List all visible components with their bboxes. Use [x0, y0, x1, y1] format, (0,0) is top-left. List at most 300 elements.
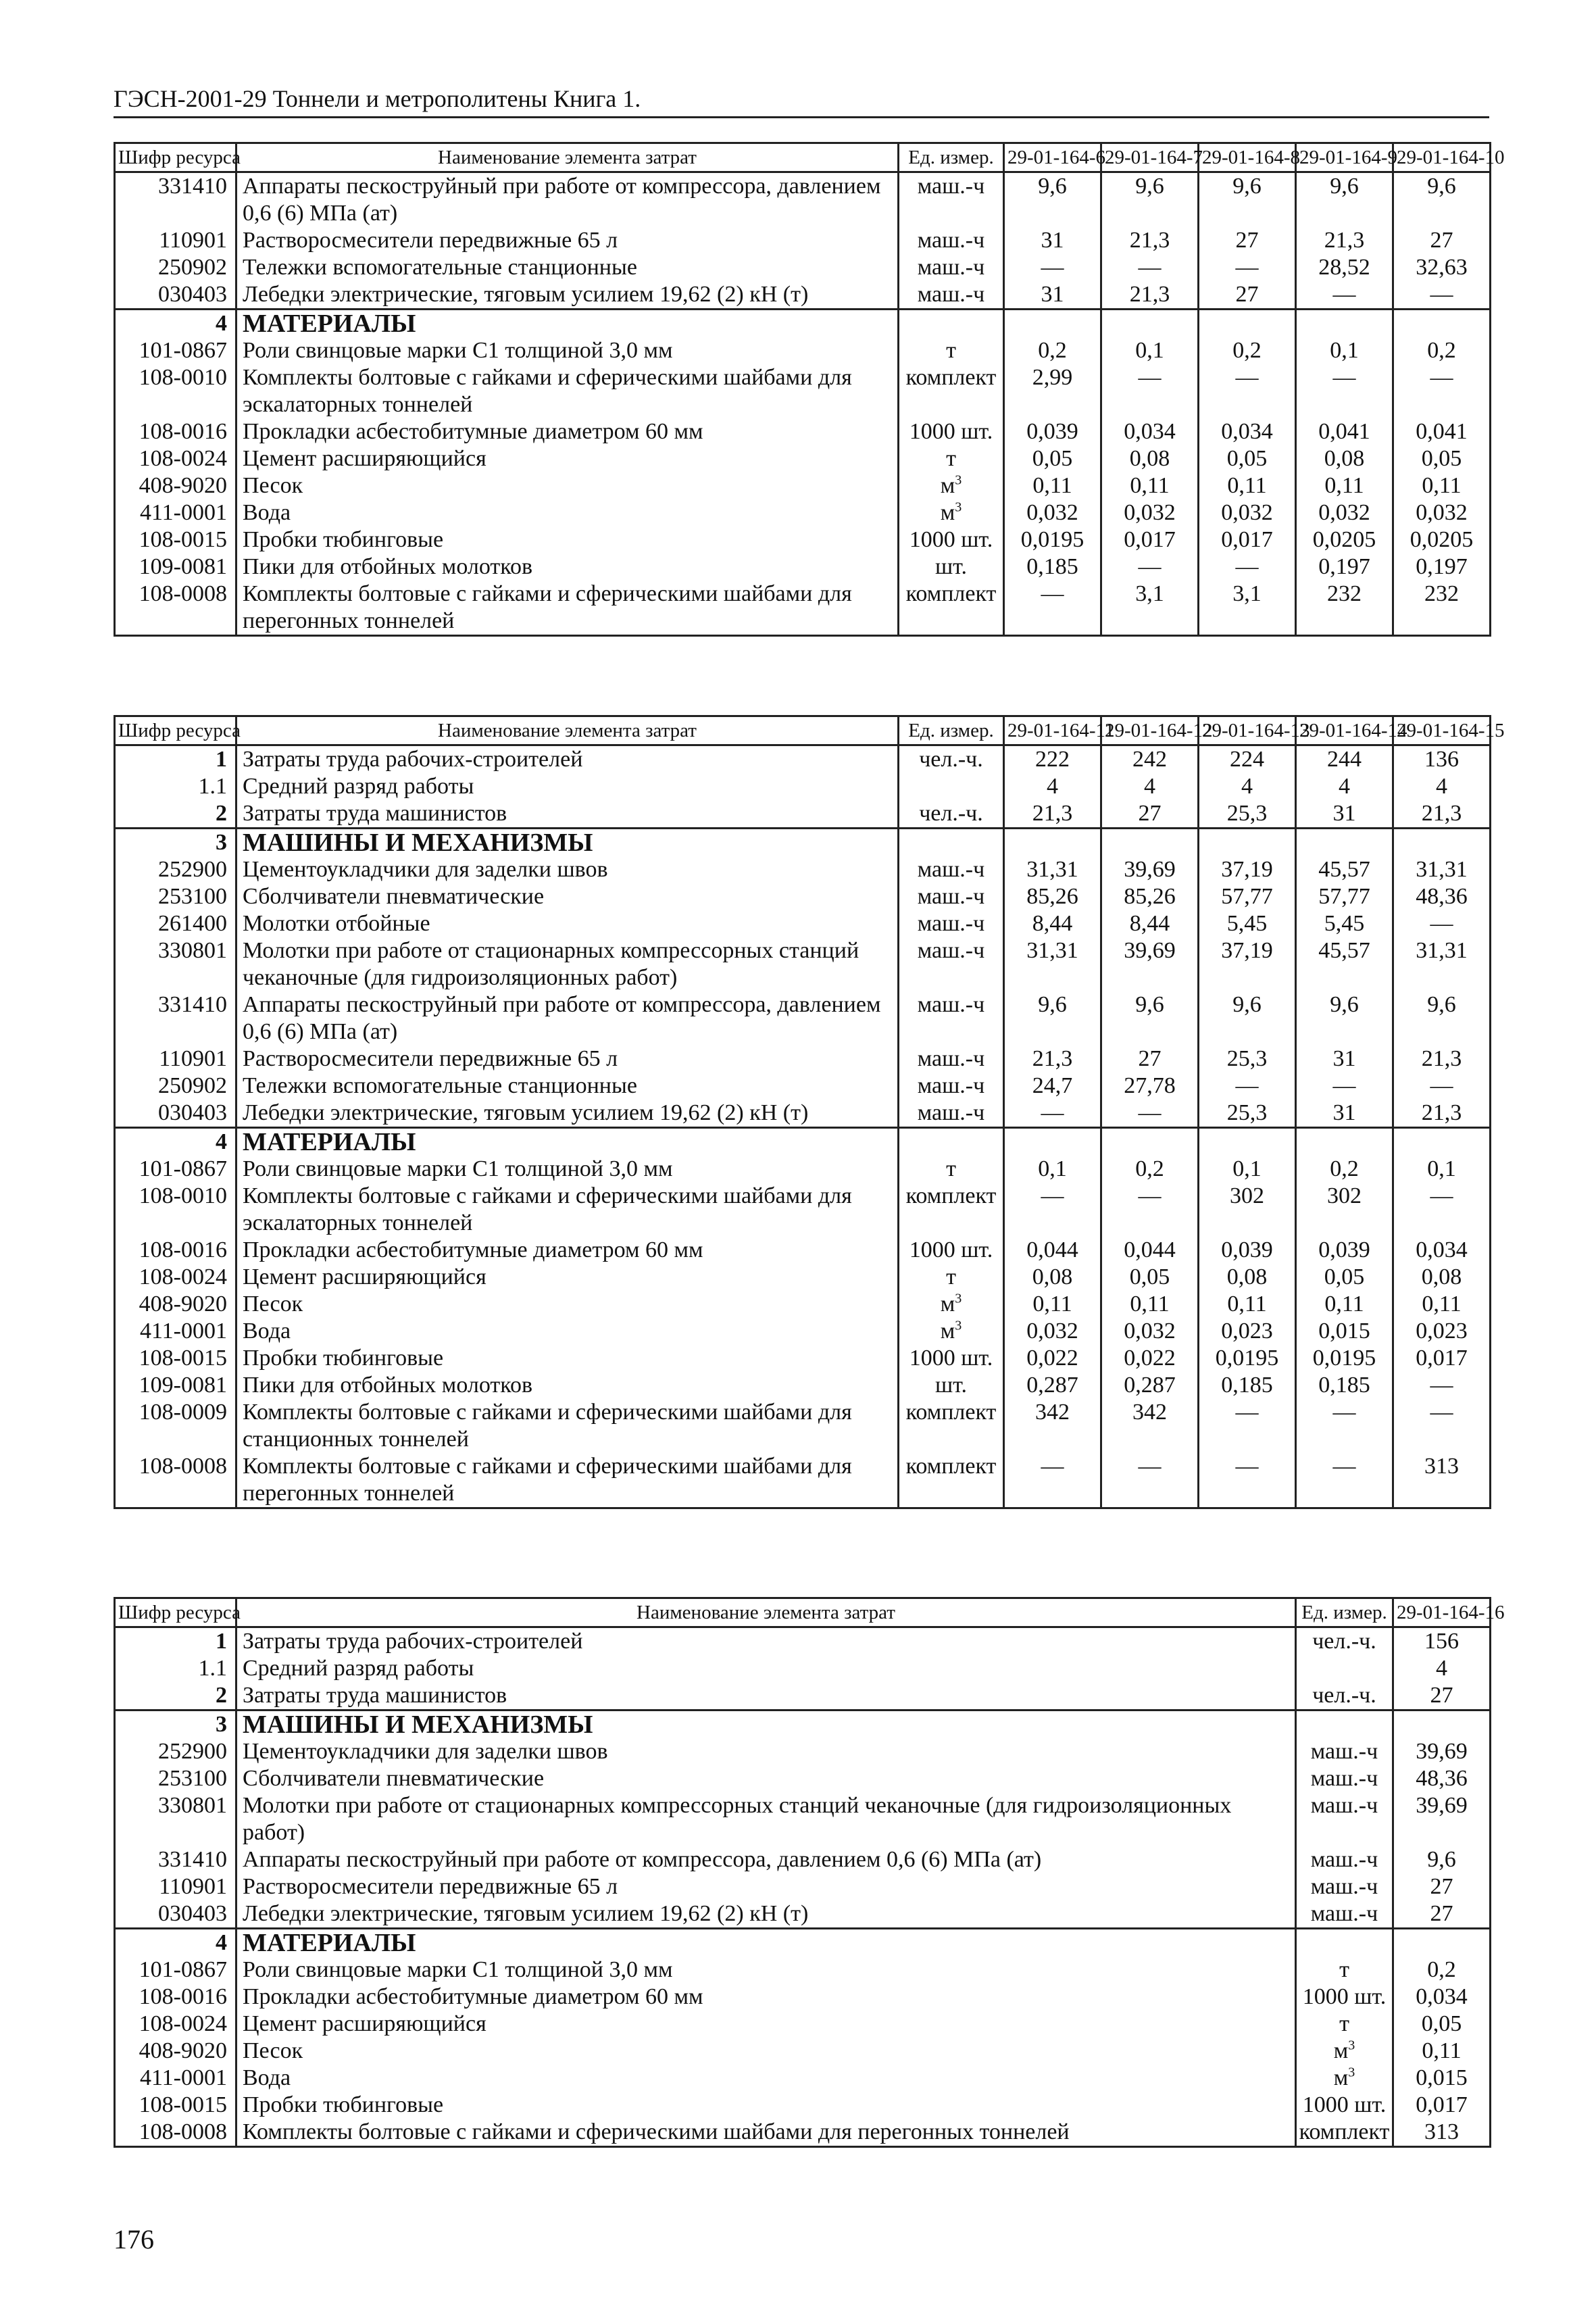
value-cell: 0,185: [1296, 1372, 1393, 1399]
value-cell: 222: [1004, 745, 1101, 774]
cost-element-name: Молотки при работе от стационарных компрессорных станций чеканочные (для гидроизоляционных работ): [236, 1792, 1296, 1846]
unit-cell: т: [899, 337, 1004, 364]
cost-element-name: Затраты труда машинистов: [236, 800, 899, 829]
table-row: [115, 1345, 1491, 1372]
unit-cell: комплект: [899, 581, 1004, 636]
table-row: [115, 472, 1491, 499]
value-cell: 0,022: [1004, 1345, 1101, 1372]
unit-cell: $м^3$: [899, 1318, 1004, 1345]
value-cell: [1199, 829, 1296, 857]
value-cell: [1393, 1710, 1491, 1739]
value-cell: 21,3: [1004, 1045, 1101, 1073]
unit-cell: комплект: [899, 364, 1004, 418]
table-row: [115, 1710, 1491, 1739]
value-cell: 21,3: [1296, 227, 1393, 254]
value-cell: 9,6: [1101, 172, 1199, 228]
value-cell: 57,77: [1199, 883, 1296, 910]
unit-cell: комплект: [1296, 2119, 1393, 2147]
value-cell: 21,3: [1393, 1045, 1491, 1073]
value-cell: 0,2: [1004, 337, 1101, 364]
unit-cell: маш.-ч: [899, 856, 1004, 883]
cost-element-name: Пики для отбойных молотков: [236, 553, 899, 581]
value-cell: 0,2: [1393, 1956, 1491, 1984]
value-cell: [1393, 829, 1491, 857]
value-cell: —: [1004, 1100, 1101, 1128]
unit-cell: маш.-ч: [899, 1073, 1004, 1100]
norms-table-1: [114, 142, 1505, 637]
unit-cell: чел.-ч.: [899, 745, 1004, 774]
unit-cell: $м^3$: [1296, 2065, 1393, 2092]
column-header-norm: 29-01-164-9: [1296, 143, 1393, 172]
cost-element-name: Тележки вспомогательные станционные: [236, 254, 899, 281]
resource-code: 4: [115, 310, 236, 338]
unit-cell: чел.-ч.: [1296, 1627, 1393, 1656]
value-cell: 0,0205: [1393, 526, 1491, 553]
unit-cell: маш.-ч: [1296, 1900, 1393, 1929]
value-cell: 31,31: [1004, 937, 1101, 991]
cost-element-name: Лебедки электрические, тяговым усилием 19,62 (2) кН (т): [236, 281, 899, 310]
cost-element-name: Роли свинцовые марки С1 толщиной 3,0 мм: [236, 1156, 899, 1183]
cost-element-name: Прокладки асбестобитумные диаметром 60 мм: [236, 1237, 899, 1264]
unit-cell: [899, 310, 1004, 338]
value-cell: [1199, 310, 1296, 338]
value-cell: [1296, 829, 1393, 857]
value-cell: 0,08: [1101, 445, 1199, 472]
cost-element-name: Затраты труда рабочих-строителей: [236, 745, 899, 774]
value-cell: 85,26: [1101, 883, 1199, 910]
value-cell: 21,3: [1004, 800, 1101, 829]
value-cell: 0,11: [1004, 1291, 1101, 1318]
resource-code: 108-0010: [115, 364, 236, 418]
value-cell: 32,63: [1393, 254, 1491, 281]
cost-element-name: Песок: [236, 1291, 899, 1318]
resource-code: 331410: [115, 991, 236, 1045]
unit-cell: маш.-ч: [899, 1045, 1004, 1073]
resource-code: 101-0867: [115, 1956, 236, 1984]
value-cell: —: [1199, 553, 1296, 581]
table-row: [115, 1453, 1491, 1508]
value-cell: 39,69: [1393, 1738, 1491, 1765]
unit-cell: маш.-ч: [899, 227, 1004, 254]
resource-code: 110901: [115, 227, 236, 254]
value-cell: 45,57: [1296, 856, 1393, 883]
table-row: [115, 2065, 1491, 2092]
value-cell: 0,287: [1101, 1372, 1199, 1399]
table-row: [115, 1682, 1491, 1710]
cost-element-name: Тележки вспомогательные станционные: [236, 1073, 899, 1100]
unit-cell: [1296, 1710, 1393, 1739]
table-row: [115, 1318, 1491, 1345]
norms-table-3: [114, 1597, 1505, 2148]
value-cell: 4: [1101, 773, 1199, 800]
resource-code: 408-9020: [115, 1291, 236, 1318]
value-cell: —: [1296, 1073, 1393, 1100]
value-cell: [1393, 1929, 1491, 1957]
unit-cell: [1296, 1929, 1393, 1957]
value-cell: —: [1101, 254, 1199, 281]
value-cell: 0,197: [1296, 553, 1393, 581]
resource-code: 110901: [115, 1873, 236, 1900]
value-cell: 3,1: [1101, 581, 1199, 636]
column-header-name: Наименование элемента затрат: [236, 143, 899, 172]
value-cell: 0,017: [1393, 2092, 1491, 2119]
value-cell: 232: [1393, 581, 1491, 636]
column-header-code: Шифр ресурса: [115, 716, 236, 745]
unit-cell: маш.-ч: [899, 883, 1004, 910]
resource-code: 108-0016: [115, 1237, 236, 1264]
value-cell: —: [1199, 254, 1296, 281]
resource-code: 101-0867: [115, 337, 236, 364]
value-cell: 3,1: [1199, 581, 1296, 636]
table-row: [115, 745, 1491, 774]
value-cell: 9,6: [1101, 991, 1199, 1045]
table-row: [115, 1291, 1491, 1318]
resource-code: 411-0001: [115, 2065, 236, 2092]
table-row: [115, 1900, 1491, 1929]
value-cell: [1393, 1128, 1491, 1156]
value-cell: 9,6: [1296, 991, 1393, 1045]
table-row: [115, 553, 1491, 581]
value-cell: 0,11: [1101, 472, 1199, 499]
unit-cell: [899, 773, 1004, 800]
value-cell: 0,1: [1296, 337, 1393, 364]
table-row: [115, 829, 1491, 857]
value-cell: 48,36: [1393, 883, 1491, 910]
value-cell: 27,78: [1101, 1073, 1199, 1100]
unit-cell: комплект: [899, 1453, 1004, 1508]
unit-cell: 1000 шт.: [1296, 1984, 1393, 2011]
value-cell: 0,0195: [1296, 1345, 1393, 1372]
value-cell: 0,032: [1101, 499, 1199, 526]
value-cell: [1101, 310, 1199, 338]
resource-code: 1.1: [115, 773, 236, 800]
cost-element-name: Комплекты болтовые с гайками и сферическими шайбами для эскалаторных тоннелей: [236, 1183, 899, 1237]
value-cell: 0,032: [1296, 499, 1393, 526]
cost-element-name: Цемент расширяющийся: [236, 445, 899, 472]
value-cell: 0,023: [1393, 1318, 1491, 1345]
value-cell: [1004, 1128, 1101, 1156]
table-row: [115, 499, 1491, 526]
value-cell: 27: [1393, 1873, 1491, 1900]
resource-code: 108-0010: [115, 1183, 236, 1237]
resource-code: 108-0024: [115, 445, 236, 472]
table-row: [115, 1100, 1491, 1128]
column-header-norm: 29-01-164-11: [1004, 716, 1101, 745]
value-cell: —: [1101, 1100, 1199, 1128]
value-cell: 0,05: [1101, 1264, 1199, 1291]
value-cell: 31,31: [1393, 856, 1491, 883]
column-header-name: Наименование элемента затрат: [236, 716, 899, 745]
unit-cell: маш.-ч: [899, 991, 1004, 1045]
value-cell: 4: [1199, 773, 1296, 800]
table-row: [115, 281, 1491, 310]
resource-code: 252900: [115, 856, 236, 883]
value-cell: 0,08: [1393, 1264, 1491, 1291]
resource-code: 411-0001: [115, 1318, 236, 1345]
value-cell: 45,57: [1296, 937, 1393, 991]
resource-code: 108-0016: [115, 418, 236, 445]
value-cell: 0,034: [1101, 418, 1199, 445]
value-cell: 0,185: [1004, 553, 1101, 581]
unit-cell: т: [1296, 1956, 1393, 1984]
value-cell: 0,1: [1101, 337, 1199, 364]
section-title: МАШИНЫ И МЕХАНИЗМЫ: [236, 829, 899, 857]
cost-element-name: Растворосмесители передвижные 65 л: [236, 1045, 899, 1073]
resource-code: 253100: [115, 883, 236, 910]
value-cell: 0,05: [1004, 445, 1101, 472]
value-cell: 0,032: [1393, 499, 1491, 526]
value-cell: 0,044: [1101, 1237, 1199, 1264]
value-cell: 39,69: [1101, 937, 1199, 991]
value-cell: [1199, 1128, 1296, 1156]
table-row: [115, 1738, 1491, 1765]
value-cell: 0,017: [1199, 526, 1296, 553]
value-cell: —: [1296, 1399, 1393, 1453]
resource-code: 252900: [115, 1738, 236, 1765]
cost-element-name: Затраты труда рабочих-строителей: [236, 1627, 1296, 1656]
value-cell: 0,2: [1199, 337, 1296, 364]
table-row: [115, 172, 1491, 228]
value-cell: 0,034: [1393, 1237, 1491, 1264]
unit-cell: 1000 шт.: [899, 1237, 1004, 1264]
table-row: [115, 1627, 1491, 1656]
table-row: [115, 1156, 1491, 1183]
unit-cell: [899, 1128, 1004, 1156]
cost-element-name: Растворосмесители передвижные 65 л: [236, 1873, 1296, 1900]
value-cell: 244: [1296, 745, 1393, 774]
column-header-code: Шифр ресурса: [115, 1598, 236, 1627]
resource-code: 253100: [115, 1765, 236, 1792]
table-row: [115, 1237, 1491, 1264]
table-row: [115, 1372, 1491, 1399]
value-cell: 37,19: [1199, 856, 1296, 883]
value-cell: 156: [1393, 1627, 1491, 1656]
value-cell: 0,2: [1101, 1156, 1199, 1183]
table-row: [115, 1128, 1491, 1156]
resource-code: 108-0015: [115, 2092, 236, 2119]
unit-cell: шт.: [899, 553, 1004, 581]
value-cell: 31: [1296, 1100, 1393, 1128]
table-row: [115, 227, 1491, 254]
unit-cell: маш.-ч: [1296, 1846, 1393, 1873]
section-title: МАТЕРИАЛЫ: [236, 1929, 1296, 1957]
table-row: [115, 2092, 1491, 2119]
cost-element-name: Пробки тюбинговые: [236, 2092, 1296, 2119]
value-cell: 0,05: [1296, 1264, 1393, 1291]
value-cell: 0,11: [1393, 472, 1491, 499]
cost-element-name: Пики для отбойных молотков: [236, 1372, 899, 1399]
value-cell: 25,3: [1199, 1100, 1296, 1128]
cost-element-name: Роли свинцовые марки С1 толщиной 3,0 мм: [236, 337, 899, 364]
value-cell: 0,044: [1004, 1237, 1101, 1264]
value-cell: 21,3: [1393, 1100, 1491, 1128]
unit-cell: $м^3$: [1296, 2038, 1393, 2065]
resource-code: 4: [115, 1128, 236, 1156]
value-cell: —: [1101, 553, 1199, 581]
value-cell: —: [1393, 1073, 1491, 1100]
value-cell: 9,6: [1296, 172, 1393, 228]
value-cell: —: [1393, 1399, 1491, 1453]
value-cell: 0,05: [1393, 2011, 1491, 2038]
value-cell: 0,11: [1004, 472, 1101, 499]
resource-code: 101-0867: [115, 1156, 236, 1183]
column-header-norm: 29-01-164-7: [1101, 143, 1199, 172]
column-header-norm: 29-01-164-10: [1393, 143, 1491, 172]
cost-element-name: Цементоукладчики для заделки швов: [236, 1738, 1296, 1765]
column-header-unit: Ед. измер.: [899, 143, 1004, 172]
value-cell: 0,039: [1296, 1237, 1393, 1264]
value-cell: 342: [1101, 1399, 1199, 1453]
value-cell: 0,0195: [1199, 1345, 1296, 1372]
cost-element-name: Вода: [236, 499, 899, 526]
value-cell: 27: [1393, 227, 1491, 254]
cost-element-name: Комплекты болтовые с гайками и сферическими шайбами для перегонных тоннелей: [236, 2119, 1296, 2147]
resource-code: 030403: [115, 1900, 236, 1929]
value-cell: —: [1004, 1183, 1101, 1237]
value-cell: 39,69: [1393, 1792, 1491, 1846]
value-cell: —: [1393, 1372, 1491, 1399]
value-cell: 0,022: [1101, 1345, 1199, 1372]
resource-code: 108-0015: [115, 526, 236, 553]
cost-element-name: Роли свинцовые марки С1 толщиной 3,0 мм: [236, 1956, 1296, 1984]
column-header-norm: 29-01-164-6: [1004, 143, 1101, 172]
unit-cell: чел.-ч.: [899, 800, 1004, 829]
resource-code: 331410: [115, 172, 236, 228]
value-cell: 85,26: [1004, 883, 1101, 910]
value-cell: [1101, 1128, 1199, 1156]
value-cell: 0,034: [1393, 1984, 1491, 2011]
cost-element-name: Аппараты пескоструйный при работе от компрессора, давлением 0,6 (6) МПа (ат): [236, 172, 899, 228]
resource-code: 330801: [115, 937, 236, 991]
resource-code: 411-0001: [115, 499, 236, 526]
value-cell: 0,2: [1296, 1156, 1393, 1183]
resource-code: 108-0024: [115, 2011, 236, 2038]
value-cell: 28,52: [1296, 254, 1393, 281]
unit-cell: $м^3$: [899, 472, 1004, 499]
value-cell: [1296, 310, 1393, 338]
value-cell: 37,19: [1199, 937, 1296, 991]
unit-cell: 1000 шт.: [1296, 2092, 1393, 2119]
section-title: МАШИНЫ И МЕХАНИЗМЫ: [236, 1710, 1296, 1739]
column-header-norm: 29-01-164-15: [1393, 716, 1491, 745]
norms-table-2: [114, 715, 1505, 1509]
unit-cell: маш.-ч: [899, 910, 1004, 937]
value-cell: 224: [1199, 745, 1296, 774]
unit-cell: 1000 шт.: [899, 526, 1004, 553]
cost-element-name: Цемент расширяющийся: [236, 1264, 899, 1291]
unit-cell: т: [899, 1264, 1004, 1291]
cost-element-name: Сболчиватели пневматические: [236, 883, 899, 910]
value-cell: 0,015: [1393, 2065, 1491, 2092]
value-cell: 9,6: [1393, 1846, 1491, 1873]
table-row: [115, 1846, 1491, 1873]
value-cell: 25,3: [1199, 1045, 1296, 1073]
cost-element-name: Вода: [236, 2065, 1296, 2092]
resource-code: 1: [115, 745, 236, 774]
resource-code: 2: [115, 800, 236, 829]
value-cell: —: [1296, 1453, 1393, 1508]
resource-code: 108-0015: [115, 1345, 236, 1372]
resource-code: 408-9020: [115, 2038, 236, 2065]
cost-element-name: Пробки тюбинговые: [236, 1345, 899, 1372]
unit-cell: маш.-ч: [1296, 1873, 1393, 1900]
value-cell: 0,032: [1004, 1318, 1101, 1345]
value-cell: 0,11: [1393, 1291, 1491, 1318]
value-cell: 0,041: [1296, 418, 1393, 445]
value-cell: 136: [1393, 745, 1491, 774]
resource-code: 250902: [115, 1073, 236, 1100]
table-row: [115, 2119, 1491, 2147]
value-cell: 9,6: [1004, 172, 1101, 228]
value-cell: 302: [1296, 1183, 1393, 1237]
value-cell: 0,11: [1199, 1291, 1296, 1318]
value-cell: 25,3: [1199, 800, 1296, 829]
value-cell: 0,0205: [1296, 526, 1393, 553]
unit-cell: $м^3$: [899, 499, 1004, 526]
value-cell: 302: [1199, 1183, 1296, 1237]
value-cell: 9,6: [1199, 172, 1296, 228]
resource-code: 1.1: [115, 1655, 236, 1682]
resource-code: 261400: [115, 910, 236, 937]
value-cell: —: [1393, 281, 1491, 310]
value-cell: 0,11: [1296, 1291, 1393, 1318]
table-row: [115, 1264, 1491, 1291]
value-cell: 342: [1004, 1399, 1101, 1453]
cost-element-name: Молотки отбойные: [236, 910, 899, 937]
table-row: [115, 254, 1491, 281]
cost-element-name: Молотки при работе от стационарных компрессорных станций чеканочные (для гидроизоляционных работ): [236, 937, 899, 991]
unit-cell: маш.-ч: [1296, 1792, 1393, 1846]
resource-code: 3: [115, 1710, 236, 1739]
column-header-norm: 29-01-164-14: [1296, 716, 1393, 745]
table-row: [115, 1956, 1491, 1984]
table-row: [115, 526, 1491, 553]
value-cell: 0,05: [1393, 445, 1491, 472]
value-cell: 31: [1004, 281, 1101, 310]
value-cell: 27: [1199, 281, 1296, 310]
value-cell: 232: [1296, 581, 1393, 636]
column-header-name: Наименование элемента затрат: [236, 1598, 1296, 1627]
table-row: [115, 883, 1491, 910]
table-row: [115, 773, 1491, 800]
cost-element-name: Песок: [236, 472, 899, 499]
resource-code: 108-0008: [115, 2119, 236, 2147]
value-cell: 0,032: [1004, 499, 1101, 526]
cost-element-name: Прокладки асбестобитумные диаметром 60 мм: [236, 418, 899, 445]
unit-cell: комплект: [899, 1183, 1004, 1237]
cost-element-name: Цементоукладчики для заделки швов: [236, 856, 899, 883]
resource-code: 109-0081: [115, 1372, 236, 1399]
table-row: [115, 1792, 1491, 1846]
unit-cell: маш.-ч: [899, 172, 1004, 228]
column-header-norm: 29-01-164-12: [1101, 716, 1199, 745]
value-cell: [1296, 1128, 1393, 1156]
value-cell: —: [1101, 1183, 1199, 1237]
cost-element-name: Песок: [236, 2038, 1296, 2065]
value-cell: —: [1199, 1073, 1296, 1100]
unit-cell: т: [899, 445, 1004, 472]
value-cell: [1393, 310, 1491, 338]
resource-code: 110901: [115, 1045, 236, 1073]
value-cell: 5,45: [1296, 910, 1393, 937]
resource-code: 030403: [115, 281, 236, 310]
cost-element-name: Средний разряд работы: [236, 1655, 1296, 1682]
value-cell: 0,11: [1296, 472, 1393, 499]
section-title: МАТЕРИАЛЫ: [236, 310, 899, 338]
value-cell: 31: [1296, 1045, 1393, 1073]
value-cell: 0,05: [1199, 445, 1296, 472]
column-header-norm: 29-01-164-13: [1199, 716, 1296, 745]
